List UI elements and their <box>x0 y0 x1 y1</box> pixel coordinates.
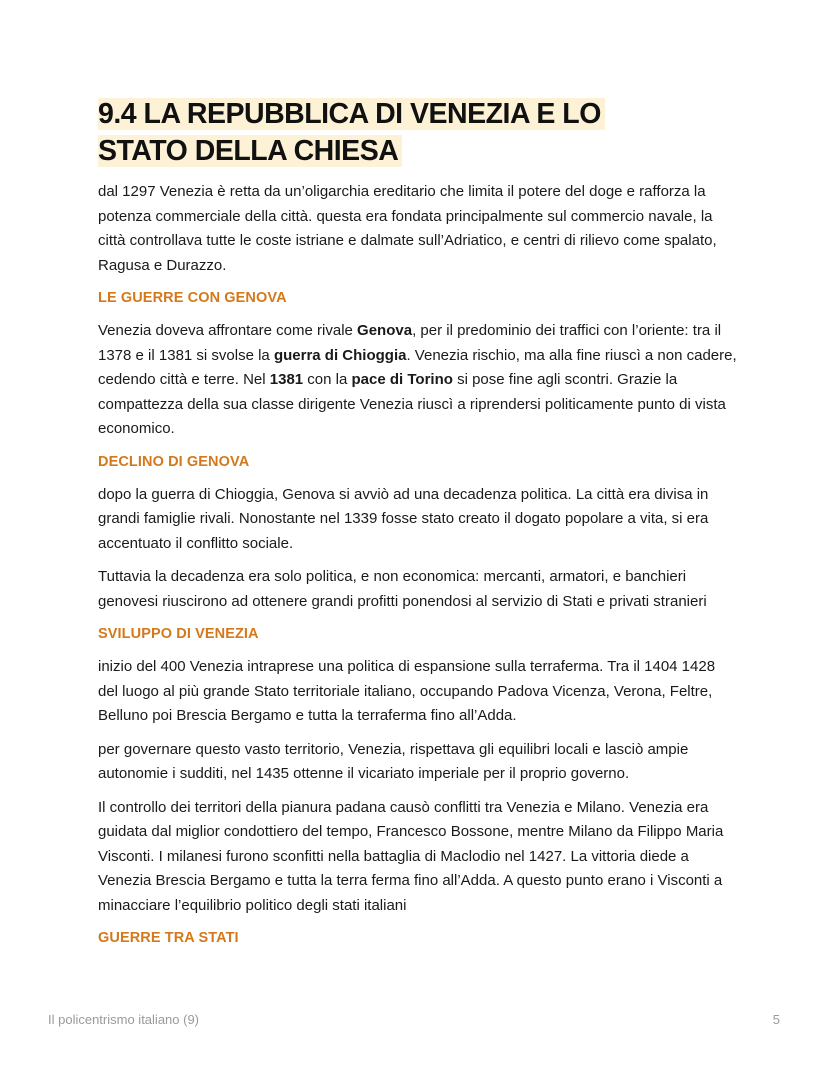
footer-document-title: Il policentrismo italiano (9) <box>48 1012 200 1027</box>
title-line-1: 9.4 LA REPUBBLICA DI VENEZIA E LO <box>98 98 605 130</box>
section-heading-sviluppo-venezia: SVILUPPO DI VENEZIA <box>98 626 259 642</box>
paragraph-guerre-genova: Venezia doveva affrontare come rivale Genova, per il predominio dei traffici con l’oriente: tra il 1378 e il 1381 si svolse la guerra di Chioggia. Venezia rischio, ma alla fine riuscì a non cadere, cedendo città e terre. Nel 1381 con la pace di Torino si pose fine agli scontri. Grazie la compattezza della sua classe dirigente Venezia riuscì a riprendersi politicamente punto di vista economico. <box>98 322 737 437</box>
paragraph-sviluppo-venezia-2: per governare questo vasto territorio, Venezia, rispettava gli equilibri locali e lasciò ampie autonomie i sudditi, nel 1435 ottenne il vicariato imperiale per il proprio governo. <box>98 740 689 782</box>
paragraph-sviluppo-venezia-3: Il controllo dei territori della pianura padana causò conflitti tra Venezia e Milano. Venezia era guidata dal miglior condottiero del tempo, Francesco Bossone, mentre Milano da Filippo Maria Visconti. I milanesi furono sconfitti nella battaglia di Maclodio nel 1427. La vittoria diede a Venezia Brescia Bergamo e tutta la terra ferma fino all’Adda. A questo punto erano i Visconti a minacciare l’equilibrio politico degli stati italiani <box>98 798 724 914</box>
paragraph-sviluppo-venezia-1: inizio del 400 Venezia intraprese una politica di espansione sulla terraferma. Tra il 1404 1428 del luogo al più grande Stato territoriale italiano, occupando Padova Vicenza, Verona, Feltre, Belluno poi Brescia Bergamo e tutta la terraferma fino all’Adda. <box>98 658 716 724</box>
title-line-2: STATO DELLA CHIESA <box>98 135 402 167</box>
section-heading-guerre-stati: GUERRE TRA STATI <box>98 930 239 946</box>
document-page <box>98 96 738 959</box>
footer-page-number: 5 <box>772 1012 780 1027</box>
page-title <box>98 96 738 170</box>
section-heading-guerre-genova: LE GUERRE CON GENOVA <box>98 290 287 306</box>
paragraph-declino-genova-2: Tuttavia la decadenza era solo politica, e non economica: mercanti, armatori, e banchieri genovesi riuscirono ad ottenere grandi profitti ponendosi al servizio di Stati e privati stranieri <box>98 568 707 610</box>
paragraph-declino-genova-1: dopo la guerra di Chioggia, Genova si avviò ad una decadenza politica. La città era divisa in grandi famiglie rivali. Nonostante nel 1339 fosse stato creato il dogato popolare a vita, si era accentuato il conflitto sociale. <box>98 485 709 552</box>
intro-paragraph: dal 1297 Venezia è retta da un’oligarchia ereditario che limita il potere del doge e rafforza la potenza commerciale della città. questa era fondata principalmente sul commercio navale, la città controllava tutte le coste istriane e dalmate sull’Adriatico, e centri di rilievo come spalato, Ragusa e Durazzo. <box>98 183 717 274</box>
section-heading-declino-genova: DECLINO DI GENOVA <box>98 453 250 470</box>
